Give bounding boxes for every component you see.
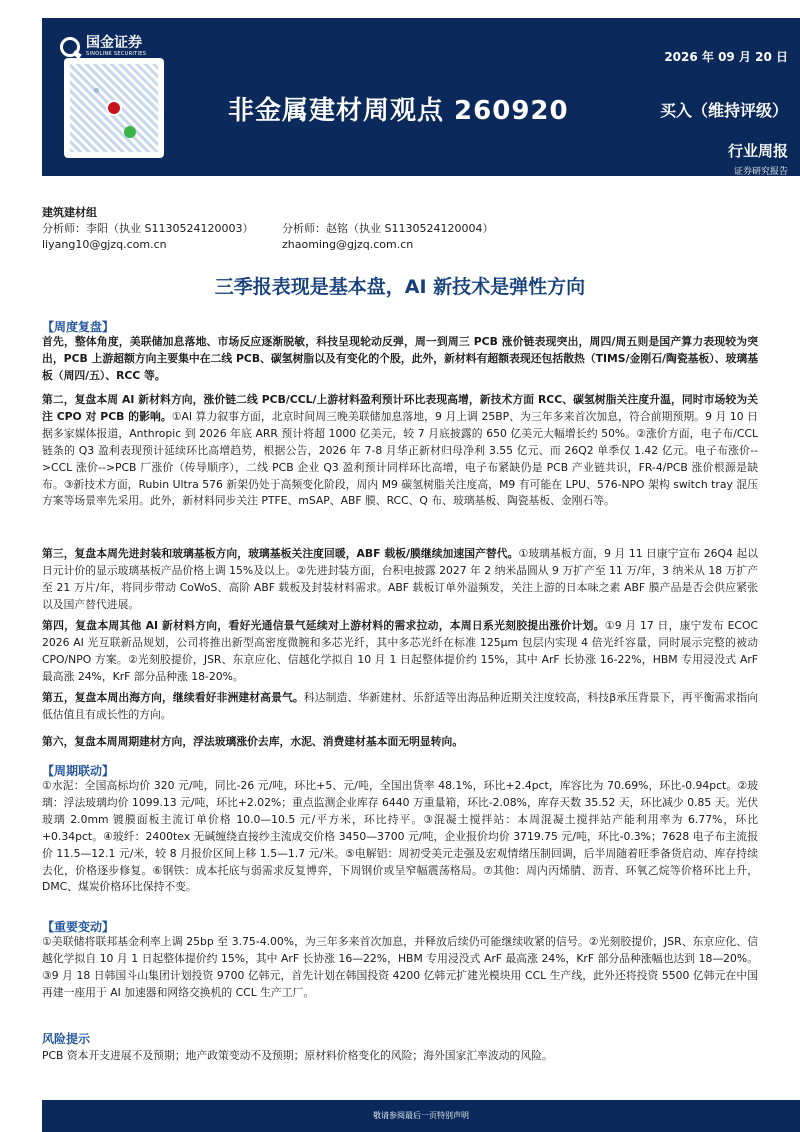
paragraph-first — [42, 334, 758, 385]
brand-name-cn: 国金证券 — [86, 35, 142, 51]
brand-logo — [60, 36, 146, 58]
paragraph-fourth-text: ①9 月 17 日，康宁发布 ECOC 2026 AI 光互联新品规划，公司将推出新型高密度微腕和多芯光纤，其中多芯光纤在标准 125μm 包层内实现 4 倍光纤容量，同时展示完整的被动 CPO/NPO 方案。②光刻胶提价，JSR、东京应化、信越化学拟自 10 月 1 日起整体提价约 15%，其中 ArF 长协涨 16-22%，HBM 专用浸没式 ArF 最高涨 24%，KrF 部分品种涨 18-20%。 — [42, 619, 758, 683]
qr-code — [64, 58, 164, 158]
paragraph-fourth-lead: 第四，复盘本周其他 AI 新材料方向，看好光通信景气延续对上游材料的需求拉动，本周日系光刻胶提出涨价计划。 — [42, 619, 605, 632]
paragraph-third-lead: 第三，复盘本周先进封装和玻璃基板方向，玻璃基板关注度回暖，ABF 载板/膜继续加速国产替代。 — [42, 547, 519, 560]
qr-logo-icon — [106, 100, 122, 116]
analyst-2: 分析师：赵铭（执业 S1130524120004） — [282, 222, 494, 235]
paragraph-sixth-text: 第六，复盘本周周期建材方向，浮法玻璃涨价去库，水泥、消费建材基本面无明显转向。 — [42, 735, 464, 748]
analyst-2-email[interactable]: zhaoming@gjzq.com.cn — [282, 238, 414, 251]
paragraph-third — [42, 546, 758, 614]
paragraph-fifth-text: 科达制造、华新建材、乐舒适等出海品种近期关注度较高，科技β承压背景下，再平衡需求指向低估值且有成长性的方向。 — [42, 691, 758, 721]
page-footer: 敬请参阅最后一页特别声明 — [42, 1100, 800, 1132]
analyst-1-email[interactable]: liyang10@gjzq.com.cn — [42, 238, 167, 251]
paragraph-first-text: 首先，整体角度，美联储加息落地、市场反应逐渐脱敏，科技呈现轮动反弹，周一到周三 PCB 涨价链表现突出，周四/周五则是国产算力表现较为突出，PCB 上游超额方向主要集中在二线 PCB、碳氢树脂以及有变化的个股，此外，新材料有超额表现还包括散热（TIMS/金刚石/陶瓷基板）、玻璃基板（周四/五）、RCC 等。 — [42, 335, 758, 382]
report-date: 2026 年 09 月 20 日 — [664, 50, 788, 64]
section-title-cycle: 【周期联动】 — [42, 764, 115, 778]
analyst-1: 分析师：李阳（执业 S1130524120003） — [42, 222, 254, 235]
paragraph-second — [42, 392, 758, 510]
report-title: 非金属建材周观点 260920 — [228, 96, 569, 126]
section-title-weekly: 【周度复盘】 — [42, 320, 115, 334]
section-title-changes: 【重要变动】 — [42, 920, 115, 934]
research-group: 建筑建材组 — [42, 206, 97, 219]
paragraph-sixth — [42, 734, 758, 751]
wechat-icon — [124, 126, 136, 138]
paragraph-second-lead: 第二，复盘本周 AI 新材料方向，涨价链二线 PCB/CCL/上游材料盈利预计环比表现高增，新技术方面 RCC、碳氢树脂关注度升温，同时市场较为关注 CPO 对 PCB 的影响。 — [42, 393, 758, 423]
paragraph-third-text: ①玻璃基板方面，9 月 11 日康宁宣布 26Q4 起以日元计价的显示玻璃基板产品价格上调 15%及以上。②先进封装方面，台积电披露 2027 年 2 纳米晶圆从 9 万扩产至 11 万/年，3 纳米从 18 万扩产至 21 万片/年，将同步带动 CoWoS、高阶 ABF 载板及封装材料需求。ABF 载板订单外溢频发，关注上游的日本味之素 ABF 膜产品是否会供应紧张以及国产替代进展。 — [42, 547, 758, 611]
brand-name-en: SINOLINK SECURITIES — [86, 51, 147, 57]
logo-icon — [60, 37, 80, 57]
report-type: 行业周报 — [727, 142, 788, 160]
report-category: 证券研究报告 — [733, 167, 788, 177]
report-header — [42, 18, 800, 176]
paragraph-cycle: ①水泥：全国高标均价 320 元/吨，同比-26 元/吨，环比+5、元/吨，全国出货率 48.1%，环比+2.4pct，库容比为 70.69%，环比-0.94pct。②玻璃：浮法玻璃均价 1099.13 元/吨，环比+2.02%；重点监测企业库存 6440 万重量箱，环比-2.08%，库存天数 35.52 天，环比减少 0.85 天。光伏玻璃 2.0mm 镀膜面板主流订单价格 10.0—10.5 元/平方米，环比持平。③混凝土搅拌站：本周混凝土搅拌站产能利用率为 6.77%，环比+0.34pct。④玻纤：2400tex 无碱缠绕直接纱主流成交价格 3450—3700 元/吨，企业报价均价 3719.75 元/吨，环比-0.3%；7628 电子布主流报价 11.5—12.1 元/米，较 8 月报价区间上移 1.5—1.7 元/米。⑤电解铝：周初受美元走强及宏观情绪压制回调，后半周随着旺季备货启动、库存持续去化，价格逐步修复。⑥钢铁：成本托底与弱需求反复博弈，下周钢价或呈窄幅震荡格局。⑦其他：周内丙烯腈、沥青、环氧乙烷等价格环比上升，DMC、煤炭价格环比保持不变。 — [42, 779, 758, 894]
rating-label: 买入（维持评级） — [659, 101, 788, 120]
analyst-info — [42, 205, 522, 253]
paragraph-second-text: ①AI 算力叙事方面，北京时间周三晚美联储加息落地，9 月上调 25BP、为三年多来首次加息，符合前期预期。9 月 10 日据多家媒体报道，Anthropic 到 2026 年底 ARR 预计将超 1000 亿美元，较 7 月底披露的 650 亿美元大幅增长约 50%。②涨价方面，电子布/CCL 链条的 Q3 盈利表现预计延续环比高增趋势，根据公告，2026 年 7-8 月华正新材归母净利 3.55 亿元、而 26Q2 单季仅 1.42 亿元。电子布涨价-->CCL 涨价-->PCB 厂涨价（传导顺序），二线 PCB 企业 Q3 盈利预计同样环比高增，电子布紧缺仍是 PCB 产业链共识，FR-4/PCB 涨价根源是缺布。③新技术方面，Rubin Ultra 576 新架仍处于高频变化阶段，周内 M9 碳氢树脂关注度高，M9 有可能在 LPU、576-NPO 架构 switch tray 混压方案等场景率先采用。此外，新材料同步关注 PTFE、mSAP、ABF 膜、RCC、Q 布、玻璃基板、陶瓷基板、金刚石等。 — [42, 409, 758, 508]
paragraph-fifth — [42, 690, 758, 724]
report-headline: 三季报表现是基本盘，AI 新技术是弹性方向 — [214, 276, 586, 298]
paragraph-fifth-lead: 第五，复盘本周出海方向，继续看好非洲建材高景气。 — [42, 691, 304, 704]
paragraph-fourth — [42, 618, 758, 686]
section-title-risk: 风险提示 — [42, 1032, 91, 1046]
paragraph-changes: ①美联储将联邦基金利率上调 25bp 至 3.75-4.00%，为三年多来首次加息，并释放后续仍可能继续收紧的信号。②光刻胶提价，JSR、东京应化、信越化学拟自 10 月 1 日起整体提价约 15%，其中 ArF 长协涨 16—22%，HBM 专用浸没式 ArF 最高涨 24%，KrF 部分品种涨幅也达到 18—20%。③9 月 18 日韩国斗山集团计划投资 9700 亿韩元，首先计划在韩国投资 4200 亿韩元扩建光模块用 CCL 生产线，此外还将投资 5500 亿韩元在中国再建一座用于 AI 加速器和网络交换机的 CCL 生产工厂。 — [42, 935, 758, 999]
paragraph-risk: PCB 资本开支进展不及预期；地产政策变动不及预期；原材料价格变化的风险；海外国家汇率波动的风险。 — [42, 1049, 553, 1062]
